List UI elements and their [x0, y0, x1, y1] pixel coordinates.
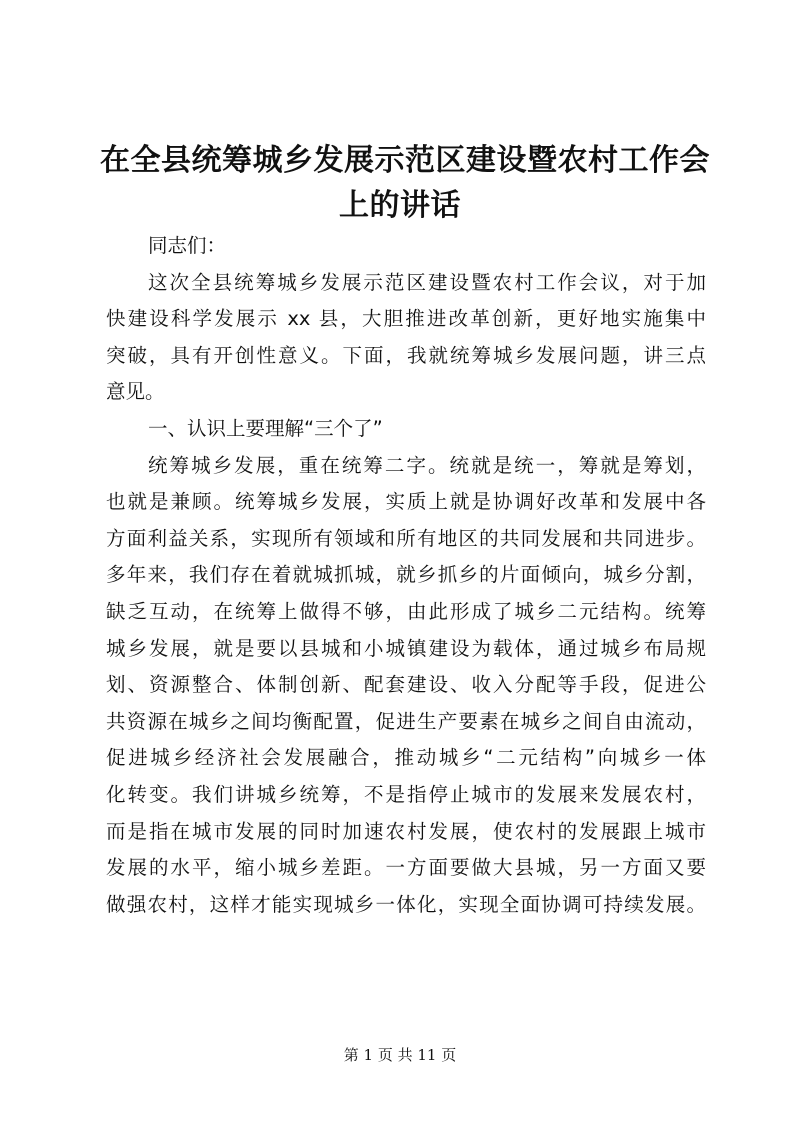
- body-line: 快建设科学发展示 xx 县，大胆推进改革创新，更好地实施集中: [106, 307, 706, 331]
- body-line: 而是指在城市发展的同时加速农村发展，使农村的发展跟上城市: [106, 819, 706, 843]
- body-line: 促进城乡经济社会发展融合，推动城乡“二元结构”向城乡一体: [106, 746, 706, 770]
- body-line: 多年来，我们存在着就城抓城，就乡抓乡的片面倾向，城乡分割，: [106, 563, 706, 587]
- body-line: 突破，具有开创性意义。下面，我就统筹城乡发展问题，讲三点: [106, 343, 706, 367]
- document-body: [106, 228, 706, 923]
- body-line: 做强农村，这样才能实现城乡一体化，实现全面协调可持续发展。: [106, 892, 706, 916]
- title-line-1: 在全县统筹城乡发展示范区建设暨农村工作会: [100, 143, 710, 178]
- salutation-line: 同志们：: [148, 234, 227, 257]
- page-number-footer: 第 1 页 共 11 页: [343, 1046, 457, 1064]
- body-line: 统筹城乡发展，重在统筹二字。统就是统一，筹就是筹划，: [148, 453, 706, 477]
- body-line: 发展的水平，缩小城乡差距。一方面要做大县城，另一方面又要: [106, 856, 706, 880]
- body-line: 缺乏互动，在统筹上做得不够，由此形成了城乡二元结构。统筹: [106, 599, 706, 623]
- title-line-2: 上的讲话: [339, 188, 461, 223]
- body-line: 城乡发展，就是要以县城和小城镇建设为载体，通过城乡布局规: [106, 636, 706, 660]
- body-line: 这次全县统筹城乡发展示范区建设暨农村工作会议，对于加: [148, 270, 706, 294]
- body-line: 也就是兼顾。统筹城乡发展，实质上就是协调好改革和发展中各: [106, 490, 706, 514]
- body-line: 意见。: [106, 380, 165, 404]
- body-line: 共资源在城乡之间均衡配置，促进生产要素在城乡之间自由流动，: [106, 709, 706, 733]
- body-line: 划、资源整合、体制创新、配套建设、收入分配等手段，促进公: [106, 673, 706, 697]
- section-heading: 一、认识上要理解“三个了”: [148, 416, 383, 440]
- document-title: [100, 138, 710, 228]
- body-line: 方面利益关系，实现所有领域和所有地区的共同发展和共同进步。: [106, 526, 706, 550]
- body-line: 化转变。我们讲城乡统筹，不是指停止城市的发展来发展农村，: [106, 782, 706, 806]
